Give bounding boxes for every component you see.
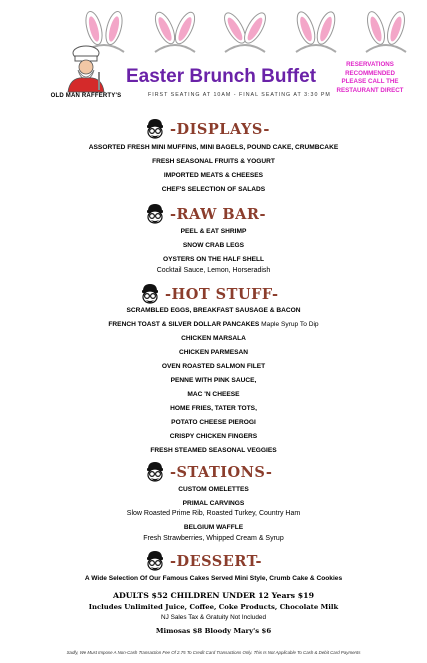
- section-title: -HOT STUFF-: [165, 285, 279, 303]
- menu-item: A Wide Selection Of Our Famous Cakes Served Mini Style, Crumb Cake & Cookies: [84, 575, 343, 582]
- section-heading-dessert: [144, 550, 262, 572]
- section-heading-stations: [144, 461, 272, 483]
- menu-item: BELGIUM WAFFLE: [183, 524, 244, 531]
- section-heading-hot-stuff: [139, 283, 279, 305]
- section-heading-raw-bar: [144, 203, 266, 225]
- bunny-ears-icon: [221, 8, 269, 54]
- reservation-line: RESERVATIONS: [346, 61, 394, 68]
- menu-item-note: Cocktail Sauce, Lemon, Horseradish: [156, 267, 271, 274]
- mascot-head-icon: [144, 461, 166, 483]
- section-heading-displays: [144, 118, 270, 140]
- section-title: -DISPLAYS-: [170, 120, 270, 138]
- reservation-line: PLEASE CALL THE: [341, 78, 399, 85]
- menu-item: OVEN ROASTED SALMON FILET: [161, 363, 266, 370]
- menu-item-french-toast: [0, 321, 427, 328]
- menu-item: PRIMAL CARVINGS: [182, 500, 245, 507]
- menu-item: CHICKEN MARSALA: [181, 335, 246, 342]
- bunny-ears-row: [80, 8, 410, 58]
- mascot-head-icon: [144, 118, 166, 140]
- menu-item: SNOW CRAB LEGS: [182, 242, 245, 249]
- menu-item: CRISPY CHICKEN FINGERS: [169, 433, 258, 440]
- tax-note: NJ Sales Tax & Gratuity Not Included: [160, 614, 267, 621]
- menu-item: IMPORTED MEATS & CHEESES: [163, 172, 264, 179]
- menu-item: CUSTOM OMELETTES: [178, 486, 249, 493]
- mascot-head-icon: [144, 550, 166, 572]
- reservation-line: RESTAURANT DIRECT: [336, 86, 404, 94]
- menu-item-note: Slow Roasted Prime Rib, Roasted Turkey, Country Ham: [126, 510, 301, 517]
- restaurant-name: OLD MAN RAFFERTY'S: [50, 93, 122, 99]
- menu-item: HOME FRIES, TATER TOTS,: [170, 405, 257, 412]
- seating-times: FIRST SEATING AT 10AM - FINAL SEATING AT 3:30 PM: [148, 92, 331, 98]
- bunny-ears-icon: [362, 8, 410, 54]
- reservation-line: RECOMMENDED: [345, 69, 395, 77]
- mascot-head-icon: [139, 283, 161, 305]
- mascot-head-icon: [144, 203, 166, 225]
- footer-note: Sadly, We Must Impose A Non-Cash Transaction Fee Of 2.75 To Credit Card Transactions Only. This Is Not Applicable To Cash & Debit Card Payments: [66, 650, 361, 655]
- menu-item: MAC 'N CHEESE: [187, 391, 240, 398]
- menu-item: PEEL & EAT SHRIMP: [180, 228, 247, 235]
- menu-item-note: Fresh Strawberries, Whipped Cream & Syrup: [143, 535, 284, 542]
- section-title: -RAW BAR-: [170, 205, 267, 223]
- menu-item: CHEF'S SELECTION OF SALADS: [161, 186, 266, 193]
- section-title: -DESSERT-: [170, 552, 263, 570]
- menu-item-note: Maple Syrup To Dip: [261, 321, 319, 328]
- menu-item: OYSTERS ON THE HALF SHELL: [162, 256, 265, 263]
- menu-item: PENNE WITH PINK SAUCE,: [170, 377, 257, 384]
- menu-item: POTATO CHEESE PIEROGI: [171, 419, 256, 426]
- menu-item: FRESH STEAMED SEASONAL VEGGIES: [150, 447, 277, 454]
- bunny-ears-icon: [292, 8, 340, 54]
- pricing-includes: Includes Unlimited Juice, Coffee, Coke Products, Chocolate Milk: [88, 603, 339, 611]
- page-title: Easter Brunch Buffet: [126, 66, 317, 87]
- pricing-line: ADULTS $52 CHILDREN UNDER 12 Years $19: [112, 591, 315, 600]
- menu-item: FRENCH TOAST & SILVER DOLLAR PANCAKES: [108, 321, 260, 328]
- bunny-ears-icon: [151, 8, 199, 54]
- chef-santa-logo: [58, 44, 114, 94]
- reservation-note: [332, 61, 408, 95]
- menu-item: ASSORTED FRESH MINI MUFFINS, MINI BAGELS, POUND CAKE, CRUMBCAKE: [88, 144, 339, 151]
- menu-item: SCRAMBLED EGGS, BREAKFAST SAUSAGE & BACON: [126, 307, 301, 314]
- section-title: -STATIONS-: [170, 463, 273, 481]
- menu-item: CHICKEN PARMESAN: [178, 349, 249, 356]
- menu-item: FRESH SEASONAL FRUITS & YOGURT: [152, 158, 275, 165]
- drink-prices: Mimosas $8 Bloody Mary's $6: [155, 627, 272, 635]
